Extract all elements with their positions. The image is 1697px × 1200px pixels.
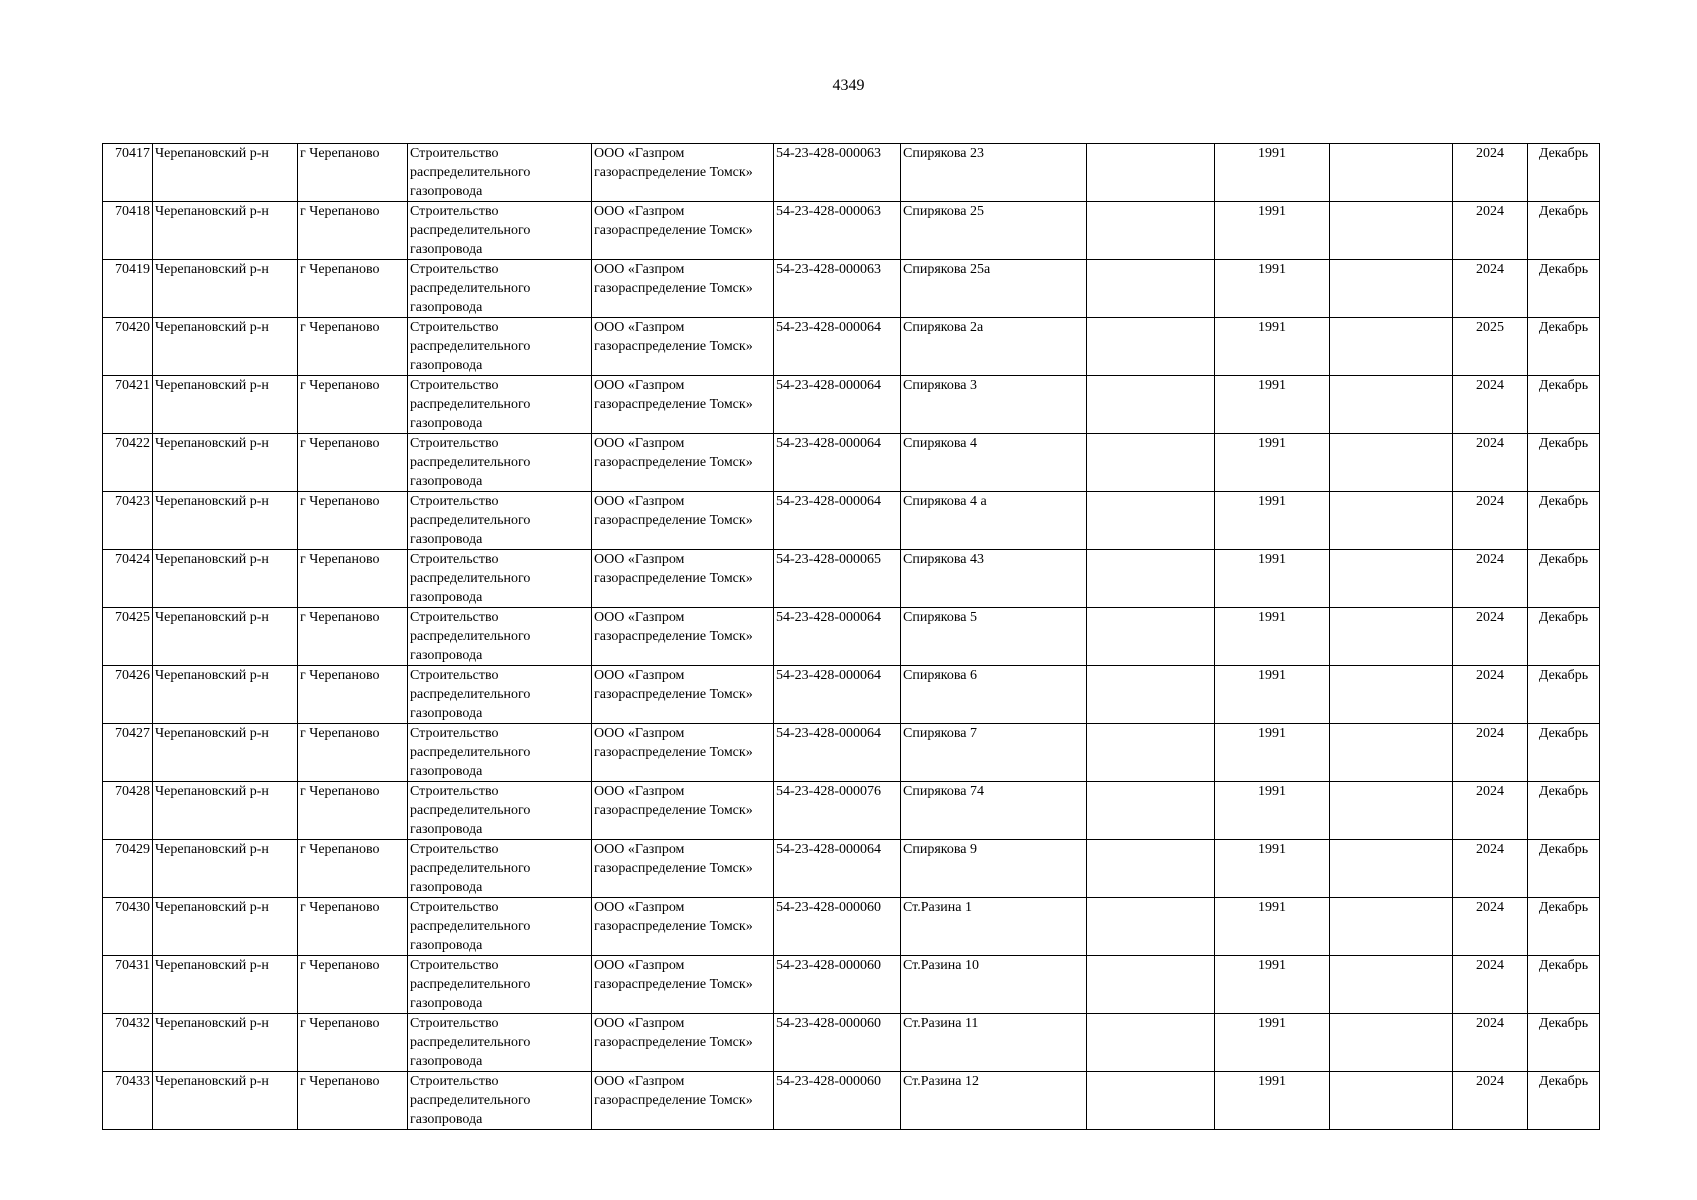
table-row — [103, 202, 1600, 260]
row-number-cell: 70420 — [103, 318, 153, 376]
table-row — [103, 724, 1600, 782]
empty-cell — [1087, 1014, 1215, 1072]
district-cell: Черепановский р-н — [153, 724, 298, 782]
table-row — [103, 956, 1600, 1014]
table-row — [103, 434, 1600, 492]
plan-year-cell: 2024 — [1453, 956, 1528, 1014]
year-cell: 1991 — [1215, 956, 1330, 1014]
district-cell: Черепановский р-н — [153, 144, 298, 202]
plan-year-cell: 2024 — [1453, 260, 1528, 318]
work-type-cell: Строительство распределительного газопровода — [408, 898, 592, 956]
locality-cell: г Черепаново — [298, 260, 408, 318]
locality-cell: г Черепаново — [298, 550, 408, 608]
month-cell: Декабрь — [1528, 1014, 1600, 1072]
table-row — [103, 840, 1600, 898]
year-cell: 1991 — [1215, 260, 1330, 318]
plan-year-cell: 2024 — [1453, 434, 1528, 492]
district-cell: Черепановский р-н — [153, 492, 298, 550]
object-code-cell: 54-23-428-000060 — [774, 956, 901, 1014]
district-cell: Черепановский р-н — [153, 608, 298, 666]
district-cell: Черепановский р-н — [153, 898, 298, 956]
empty-cell — [1330, 898, 1453, 956]
district-cell: Черепановский р-н — [153, 260, 298, 318]
row-number-cell: 70426 — [103, 666, 153, 724]
address-cell: Спирякова 2а — [901, 318, 1087, 376]
empty-cell — [1087, 144, 1215, 202]
organization-cell: ООО «Газпром газораспределение Томск» — [592, 898, 774, 956]
month-cell: Декабрь — [1528, 782, 1600, 840]
empty-cell — [1330, 724, 1453, 782]
work-type-cell: Строительство распределительного газопровода — [408, 956, 592, 1014]
organization-cell: ООО «Газпром газораспределение Томск» — [592, 724, 774, 782]
table-row — [103, 318, 1600, 376]
organization-cell: ООО «Газпром газораспределение Томск» — [592, 260, 774, 318]
year-cell: 1991 — [1215, 608, 1330, 666]
address-cell: Спирякова 6 — [901, 666, 1087, 724]
address-cell: Спирякова 5 — [901, 608, 1087, 666]
locality-cell: г Черепаново — [298, 666, 408, 724]
address-cell: Спирякова 25а — [901, 260, 1087, 318]
empty-cell — [1087, 724, 1215, 782]
row-number-cell: 70433 — [103, 1072, 153, 1130]
table-row — [103, 1014, 1600, 1072]
plan-year-cell: 2024 — [1453, 898, 1528, 956]
row-number-cell: 70427 — [103, 724, 153, 782]
work-type-cell: Строительство распределительного газопровода — [408, 1072, 592, 1130]
row-number-cell: 70418 — [103, 202, 153, 260]
table-row — [103, 376, 1600, 434]
month-cell: Декабрь — [1528, 550, 1600, 608]
address-cell: Спирякова 7 — [901, 724, 1087, 782]
month-cell: Декабрь — [1528, 144, 1600, 202]
table-row — [103, 1072, 1600, 1130]
locality-cell: г Черепаново — [298, 492, 408, 550]
work-type-cell: Строительство распределительного газопровода — [408, 1014, 592, 1072]
district-cell: Черепановский р-н — [153, 666, 298, 724]
row-number-cell: 70423 — [103, 492, 153, 550]
empty-cell — [1330, 666, 1453, 724]
object-code-cell: 54-23-428-000064 — [774, 724, 901, 782]
year-cell: 1991 — [1215, 144, 1330, 202]
address-cell: Ст.Разина 1 — [901, 898, 1087, 956]
plan-year-cell: 2024 — [1453, 782, 1528, 840]
year-cell: 1991 — [1215, 666, 1330, 724]
object-code-cell: 54-23-428-000063 — [774, 202, 901, 260]
month-cell: Декабрь — [1528, 376, 1600, 434]
row-number-cell: 70422 — [103, 434, 153, 492]
plan-year-cell: 2024 — [1453, 1014, 1528, 1072]
locality-cell: г Черепаново — [298, 956, 408, 1014]
locality-cell: г Черепаново — [298, 434, 408, 492]
organization-cell: ООО «Газпром газораспределение Томск» — [592, 1014, 774, 1072]
work-type-cell: Строительство распределительного газопровода — [408, 666, 592, 724]
locality-cell: г Черепаново — [298, 608, 408, 666]
work-type-cell: Строительство распределительного газопровода — [408, 434, 592, 492]
address-cell: Спирякова 4 а — [901, 492, 1087, 550]
empty-cell — [1087, 956, 1215, 1014]
row-number-cell: 70432 — [103, 1014, 153, 1072]
object-code-cell: 54-23-428-000063 — [774, 144, 901, 202]
empty-cell — [1087, 1072, 1215, 1130]
plan-year-cell: 2024 — [1453, 550, 1528, 608]
empty-cell — [1330, 550, 1453, 608]
row-number-cell: 70429 — [103, 840, 153, 898]
object-code-cell: 54-23-428-000064 — [774, 434, 901, 492]
work-type-cell: Строительство распределительного газопровода — [408, 550, 592, 608]
organization-cell: ООО «Газпром газораспределение Томск» — [592, 666, 774, 724]
month-cell: Декабрь — [1528, 202, 1600, 260]
district-cell: Черепановский р-н — [153, 1072, 298, 1130]
row-number-cell: 70419 — [103, 260, 153, 318]
address-cell: Ст.Разина 12 — [901, 1072, 1087, 1130]
month-cell: Декабрь — [1528, 840, 1600, 898]
address-cell: Ст.Разина 11 — [901, 1014, 1087, 1072]
object-code-cell: 54-23-428-000064 — [774, 318, 901, 376]
object-code-cell: 54-23-428-000064 — [774, 492, 901, 550]
empty-cell — [1330, 956, 1453, 1014]
empty-cell — [1330, 144, 1453, 202]
empty-cell — [1087, 202, 1215, 260]
row-number-cell: 70424 — [103, 550, 153, 608]
row-number-cell: 70431 — [103, 956, 153, 1014]
locality-cell: г Черепаново — [298, 1072, 408, 1130]
locality-cell: г Черепаново — [298, 318, 408, 376]
address-cell: Спирякова 25 — [901, 202, 1087, 260]
empty-cell — [1330, 376, 1453, 434]
empty-cell — [1330, 434, 1453, 492]
district-cell: Черепановский р-н — [153, 434, 298, 492]
organization-cell: ООО «Газпром газораспределение Томск» — [592, 144, 774, 202]
month-cell: Декабрь — [1528, 724, 1600, 782]
district-cell: Черепановский р-н — [153, 376, 298, 434]
district-cell: Черепановский р-н — [153, 318, 298, 376]
district-cell: Черепановский р-н — [153, 550, 298, 608]
object-code-cell: 54-23-428-000076 — [774, 782, 901, 840]
empty-cell — [1330, 260, 1453, 318]
empty-cell — [1087, 550, 1215, 608]
empty-cell — [1087, 608, 1215, 666]
plan-year-cell: 2024 — [1453, 376, 1528, 434]
work-type-cell: Строительство распределительного газопровода — [408, 492, 592, 550]
organization-cell: ООО «Газпром газораспределение Томск» — [592, 492, 774, 550]
empty-cell — [1087, 260, 1215, 318]
empty-cell — [1330, 608, 1453, 666]
plan-year-cell: 2024 — [1453, 840, 1528, 898]
table-row — [103, 492, 1600, 550]
month-cell: Декабрь — [1528, 1072, 1600, 1130]
object-code-cell: 54-23-428-000060 — [774, 898, 901, 956]
district-cell: Черепановский р-н — [153, 840, 298, 898]
empty-cell — [1330, 202, 1453, 260]
empty-cell — [1087, 840, 1215, 898]
organization-cell: ООО «Газпром газораспределение Томск» — [592, 376, 774, 434]
address-cell: Спирякова 9 — [901, 840, 1087, 898]
organization-cell: ООО «Газпром газораспределение Томск» — [592, 318, 774, 376]
address-cell: Спирякова 4 — [901, 434, 1087, 492]
locality-cell: г Черепаново — [298, 840, 408, 898]
organization-cell: ООО «Газпром газораспределение Томск» — [592, 608, 774, 666]
work-type-cell: Строительство распределительного газопровода — [408, 608, 592, 666]
work-type-cell: Строительство распределительного газопровода — [408, 840, 592, 898]
row-number-cell: 70430 — [103, 898, 153, 956]
work-type-cell: Строительство распределительного газопровода — [408, 318, 592, 376]
year-cell: 1991 — [1215, 550, 1330, 608]
year-cell: 1991 — [1215, 376, 1330, 434]
year-cell: 1991 — [1215, 202, 1330, 260]
empty-cell — [1330, 318, 1453, 376]
page-number: 4349 — [832, 77, 865, 94]
empty-cell — [1330, 1072, 1453, 1130]
locality-cell: г Черепаново — [298, 724, 408, 782]
month-cell: Декабрь — [1528, 260, 1600, 318]
work-type-cell: Строительство распределительного газопровода — [408, 782, 592, 840]
empty-cell — [1087, 492, 1215, 550]
locality-cell: г Черепаново — [298, 898, 408, 956]
month-cell: Декабрь — [1528, 318, 1600, 376]
plan-year-cell: 2024 — [1453, 202, 1528, 260]
organization-cell: ООО «Газпром газораспределение Томск» — [592, 1072, 774, 1130]
address-cell: Спирякова 74 — [901, 782, 1087, 840]
month-cell: Декабрь — [1528, 898, 1600, 956]
empty-cell — [1087, 376, 1215, 434]
empty-cell — [1087, 898, 1215, 956]
empty-cell — [1087, 318, 1215, 376]
empty-cell — [1330, 1014, 1453, 1072]
table-row — [103, 898, 1600, 956]
month-cell: Декабрь — [1528, 956, 1600, 1014]
month-cell: Декабрь — [1528, 492, 1600, 550]
district-cell: Черепановский р-н — [153, 956, 298, 1014]
table-row — [103, 666, 1600, 724]
row-number-cell: 70425 — [103, 608, 153, 666]
plan-year-cell: 2024 — [1453, 144, 1528, 202]
object-code-cell: 54-23-428-000064 — [774, 608, 901, 666]
year-cell: 1991 — [1215, 840, 1330, 898]
object-code-cell: 54-23-428-000064 — [774, 840, 901, 898]
month-cell: Декабрь — [1528, 666, 1600, 724]
year-cell: 1991 — [1215, 434, 1330, 492]
year-cell: 1991 — [1215, 318, 1330, 376]
empty-cell — [1087, 666, 1215, 724]
work-type-cell: Строительство распределительного газопровода — [408, 144, 592, 202]
address-cell: Спирякова 43 — [901, 550, 1087, 608]
month-cell: Декабрь — [1528, 608, 1600, 666]
year-cell: 1991 — [1215, 492, 1330, 550]
empty-cell — [1330, 782, 1453, 840]
empty-cell — [1330, 840, 1453, 898]
work-type-cell: Строительство распределительного газопровода — [408, 202, 592, 260]
row-number-cell: 70421 — [103, 376, 153, 434]
organization-cell: ООО «Газпром газораспределение Томск» — [592, 202, 774, 260]
plan-year-cell: 2024 — [1453, 724, 1528, 782]
table-row — [103, 782, 1600, 840]
organization-cell: ООО «Газпром газораспределение Томск» — [592, 434, 774, 492]
object-code-cell: 54-23-428-000063 — [774, 260, 901, 318]
year-cell: 1991 — [1215, 1014, 1330, 1072]
empty-cell — [1330, 492, 1453, 550]
table-row — [103, 608, 1600, 666]
table-row — [103, 550, 1600, 608]
district-cell: Черепановский р-н — [153, 1014, 298, 1072]
address-cell: Ст.Разина 10 — [901, 956, 1087, 1014]
plan-year-cell: 2025 — [1453, 318, 1528, 376]
object-code-cell: 54-23-428-000060 — [774, 1072, 901, 1130]
organization-cell: ООО «Газпром газораспределение Томск» — [592, 840, 774, 898]
locality-cell: г Черепаново — [298, 782, 408, 840]
year-cell: 1991 — [1215, 724, 1330, 782]
object-code-cell: 54-23-428-000064 — [774, 376, 901, 434]
table-row — [103, 144, 1600, 202]
year-cell: 1991 — [1215, 898, 1330, 956]
plan-year-cell: 2024 — [1453, 1072, 1528, 1130]
district-cell: Черепановский р-н — [153, 202, 298, 260]
object-code-cell: 54-23-428-000060 — [774, 1014, 901, 1072]
empty-cell — [1087, 434, 1215, 492]
row-number-cell: 70417 — [103, 144, 153, 202]
plan-year-cell: 2024 — [1453, 492, 1528, 550]
object-code-cell: 54-23-428-000064 — [774, 666, 901, 724]
work-type-cell: Строительство распределительного газопровода — [408, 376, 592, 434]
organization-cell: ООО «Газпром газораспределение Томск» — [592, 956, 774, 1014]
year-cell: 1991 — [1215, 782, 1330, 840]
work-type-cell: Строительство распределительного газопровода — [408, 724, 592, 782]
empty-cell — [1087, 782, 1215, 840]
address-cell: Спирякова 3 — [901, 376, 1087, 434]
gas-pipeline-register-table — [102, 143, 1600, 1130]
locality-cell: г Черепаново — [298, 202, 408, 260]
district-cell: Черепановский р-н — [153, 782, 298, 840]
locality-cell: г Черепаново — [298, 376, 408, 434]
table-row — [103, 260, 1600, 318]
organization-cell: ООО «Газпром газораспределение Томск» — [592, 782, 774, 840]
year-cell: 1991 — [1215, 1072, 1330, 1130]
month-cell: Декабрь — [1528, 434, 1600, 492]
address-cell: Спирякова 23 — [901, 144, 1087, 202]
table-body — [103, 144, 1600, 1130]
locality-cell: г Черепаново — [298, 144, 408, 202]
object-code-cell: 54-23-428-000065 — [774, 550, 901, 608]
row-number-cell: 70428 — [103, 782, 153, 840]
plan-year-cell: 2024 — [1453, 666, 1528, 724]
plan-year-cell: 2024 — [1453, 608, 1528, 666]
locality-cell: г Черепаново — [298, 1014, 408, 1072]
organization-cell: ООО «Газпром газораспределение Томск» — [592, 550, 774, 608]
work-type-cell: Строительство распределительного газопровода — [408, 260, 592, 318]
